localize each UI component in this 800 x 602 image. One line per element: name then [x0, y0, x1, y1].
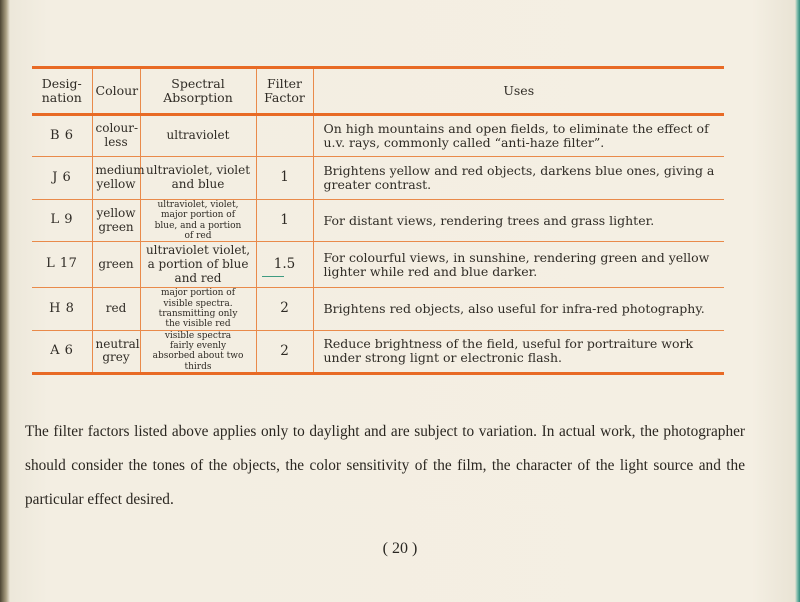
- uses-cell: Reduce brightness of the field, useful for portraiture work under strong lignt or electronic flash.: [313, 330, 724, 373]
- table-row: [32, 200, 724, 242]
- factor-cell: 1: [256, 200, 313, 242]
- colour-cell: medium yellow: [92, 157, 140, 200]
- factor-cell: 2: [256, 288, 313, 330]
- table-row: [32, 157, 724, 200]
- colour-cell: green: [92, 242, 140, 288]
- designation-cell: L 17: [32, 242, 92, 288]
- designation-cell: L 9: [32, 200, 92, 242]
- table-row: [32, 242, 724, 288]
- uses-cell: Brightens red objects, also useful for infra-red photography.: [313, 288, 724, 330]
- header-colour: Colour: [92, 68, 140, 115]
- filter-table: [32, 66, 724, 375]
- designation-cell: J 6: [32, 157, 92, 200]
- uses-cell: Brightens yellow and red objects, darkens blue ones, giving a greater contrast.: [313, 157, 724, 200]
- header-spectral-absorption: Spectral Absorption: [140, 68, 256, 115]
- header-filter-factor: Filter Factor: [256, 68, 313, 115]
- colour-cell: yellow green: [92, 200, 140, 242]
- header-uses: Uses: [313, 68, 724, 115]
- uses-cell: For colourful views, in sunshine, rendering green and yellow lighter while red and blue darker.: [313, 242, 724, 288]
- designation-cell: H 8: [32, 288, 92, 330]
- table-header-row: [32, 68, 724, 115]
- page-number: ( 20 ): [382, 540, 418, 557]
- filter-factor-note: The filter factors listed above applies only to daylight and are subject to variation. In actual work, the photographer should consider the tones of the objects, the color sensitivity of the film, the character of the light source and the particular effect desired.: [25, 423, 745, 509]
- absorption-cell: major portion of visible spectra. transmitting only the visible red: [140, 288, 256, 330]
- designation-cell: A 6: [32, 330, 92, 373]
- colour-cell: colour- less: [92, 115, 140, 157]
- colour-cell: neutral grey: [92, 330, 140, 373]
- factor-cell: 1: [256, 157, 313, 200]
- absorption-cell: ultraviolet: [140, 115, 256, 157]
- table-row: [32, 115, 724, 157]
- uses-cell: On high mountains and open fields, to eliminate the effect of u.v. rays, commonly called “anti-haze filter”.: [313, 115, 724, 157]
- factor-cell: [256, 115, 313, 157]
- page-right-edge: [795, 0, 800, 602]
- absorption-cell: ultraviolet, violet, major portion of blue, and a portion of red: [140, 200, 256, 242]
- absorption-cell: ultraviolet, violet and blue: [140, 157, 256, 200]
- table-row: [32, 288, 724, 330]
- page-left-edge: [0, 0, 10, 602]
- designation-cell: B 6: [32, 115, 92, 157]
- uses-cell: For distant views, rendering trees and grass lighter.: [313, 200, 724, 242]
- absorption-cell: visible spectra fairly evenly absorbed about two thirds: [140, 330, 256, 373]
- factor-cell: 2: [256, 330, 313, 373]
- absorption-cell: ultraviolet violet, a portion of blue and red: [140, 242, 256, 288]
- table-row: [32, 330, 724, 373]
- header-designation: Desig- nation: [32, 68, 92, 115]
- colour-cell: red: [92, 288, 140, 330]
- factor-cell: 1.5: [256, 242, 313, 288]
